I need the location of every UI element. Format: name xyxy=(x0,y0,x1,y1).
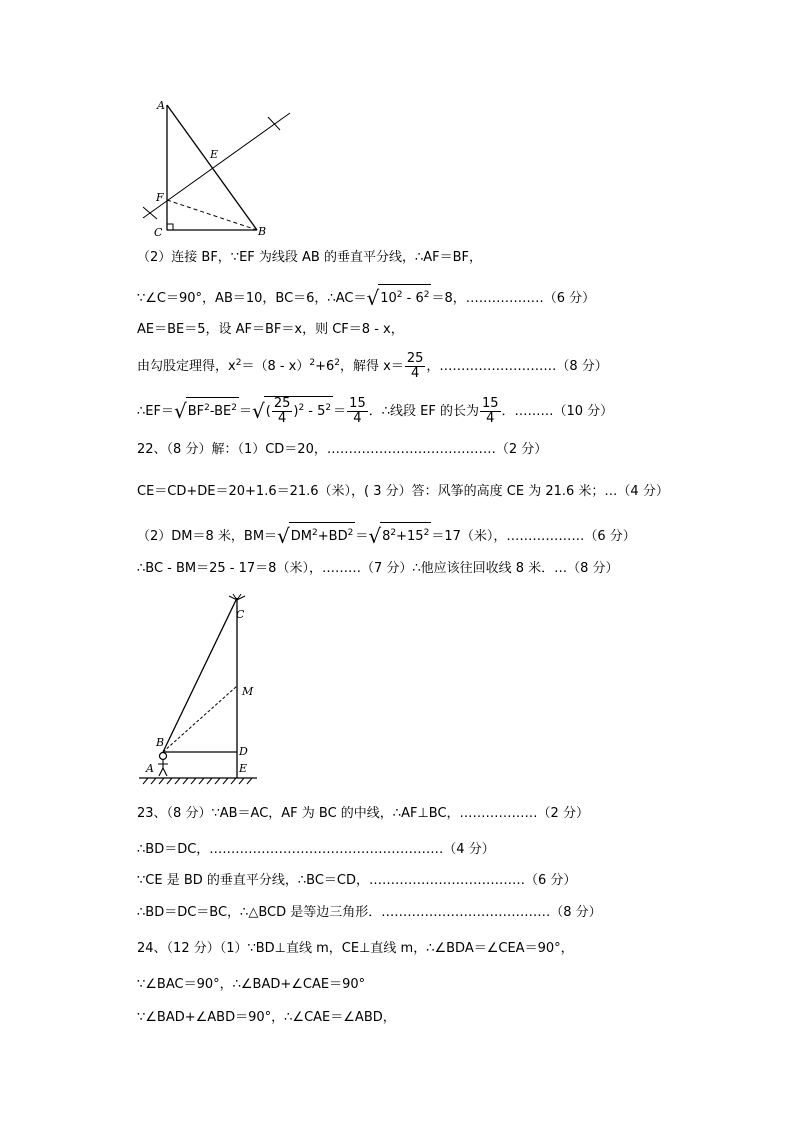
label-a: A xyxy=(157,99,165,112)
num-10: 10 xyxy=(380,291,397,306)
num-15: 15 xyxy=(407,529,424,544)
label-e: E xyxy=(239,762,248,775)
frac-num: 15 xyxy=(349,396,366,411)
label-d: D xyxy=(239,745,248,758)
exp: 2 xyxy=(298,403,305,413)
frac-den: 4 xyxy=(277,411,287,426)
exp: 2 xyxy=(309,358,316,368)
exp: 2 xyxy=(231,403,237,413)
label-b: B xyxy=(258,225,267,238)
q23-line-4: ∴BD＝DC＝BC，∴△BCD 是等边三角形．…………………………………（8 分） xyxy=(137,905,602,920)
q22-line-4: ∴BC - BM＝25 - 17＝8（米），………（7 分）∴他应该往回收线 8 米．…（8 分） xyxy=(137,561,619,576)
frac-den: 4 xyxy=(353,411,362,426)
sqrt-symbol: √ xyxy=(251,399,265,423)
frac-den: 4 xyxy=(486,411,495,426)
fraction-15-4 xyxy=(347,397,368,426)
sqrt-body: $DM^2+BD^2$ xyxy=(289,522,356,547)
q21-line-1: （2）连接 BF，∵EF 为线段 AB 的垂直平分线，∴AF＝BF， xyxy=(137,250,483,265)
exp: 2 xyxy=(325,403,332,413)
label-b: B xyxy=(156,736,165,749)
q21-line-3: AE＝BE＝5，设 AF＝BF＝x，则 CF＝8 - x， xyxy=(137,322,404,337)
q22-line-1: 22、（8 分）解：（1）CD＝20，…………………………………（2 分） xyxy=(137,442,548,457)
frac-num: 15 xyxy=(481,396,499,411)
label-e: E xyxy=(210,148,219,161)
exp: 2 xyxy=(423,290,430,300)
term-bd: BD xyxy=(328,529,348,544)
q21-l5-b: ．∴线段 EF 的长为 xyxy=(368,404,479,419)
sqrt-body: $BF^2-BE^2$ xyxy=(186,397,239,422)
q21-l4-b: ＝（8 - x） xyxy=(241,359,310,374)
q21-l2-text-a: ∵∠C＝90°，AB＝10，BC＝6，∴AC＝ xyxy=(137,291,367,306)
label-f: F xyxy=(156,191,164,204)
exp: 2 xyxy=(423,528,430,538)
exp: 2 xyxy=(390,528,397,538)
q24-line-2: ∵∠BAC＝90°，∴∠BAD+∠CAE＝90° xyxy=(137,977,366,992)
q24-line-1: 24、（12 分）（1）∵BD⊥直线 m，CE⊥直线 m，∴∠BDA＝∠CEA＝90°， xyxy=(137,941,574,956)
term-be: BE xyxy=(214,404,232,419)
fraction-15-4 xyxy=(480,397,501,426)
sqrt-symbol: √ xyxy=(173,399,187,423)
exp: 2 xyxy=(235,358,242,368)
figure-triangle-abc xyxy=(135,95,295,240)
q23-line-2: ∴BD＝DC，………………………………………………（4 分） xyxy=(137,842,495,857)
sqrt-body: ( $\frac{25}{4}$ )$^2 - 5^2$ xyxy=(265,396,332,426)
q21-l4-a: 由勾股定理得，x xyxy=(137,359,236,374)
q22-l3-b: ＝17（米），………………（6 分） xyxy=(431,529,636,544)
q23-line-3: ∵CE 是 BD 的垂直平分线，∴BC＝CD，………………………………（6 分） xyxy=(137,873,577,888)
frac-num: 25 xyxy=(273,396,291,411)
label-c: C xyxy=(154,226,163,239)
q22-line-2: CE＝CD+DE＝20+1.6＝21.6（米），( 3 分）答：风筝的高度 CE 为 21.6 米；…（4 分） xyxy=(137,484,669,499)
q21-l4-d: ，解得 x＝ xyxy=(340,359,404,374)
num-8: 8 xyxy=(382,529,391,544)
fraction-25-4 xyxy=(405,352,426,381)
q21-l5-c: ．………（10 分） xyxy=(501,404,614,419)
label-m: M xyxy=(242,685,254,698)
q22-line-3: （2）DM＝8 米，$BM=√DM^2+BD^2 =√8^2+15^2 =17$（米），………………（6 分） xyxy=(137,524,636,548)
sqrt-symbol: √ xyxy=(277,524,290,548)
q24-line-3: ∵∠BAD+∠ABD＝90°，∴∠CAE＝∠ABD， xyxy=(137,1010,396,1025)
q21-line-5: $\therefore EF=√BF^2-BE^2$ ＝√( $\frac{25}{4}$ )$^2 - 5^2$ ＝ $\frac{15}{4}$ ．∴线段 EF 的长为 $\frac{15}{4}$ ．………（10 分） xyxy=(137,396,614,426)
q21-l2-text-b: ＝8，………………（6 分） xyxy=(431,291,596,306)
exp: 2 xyxy=(204,403,210,413)
label-c: C xyxy=(236,608,245,621)
q22-l3-a: （2）DM＝8 米，BM＝ xyxy=(137,529,278,544)
q21-l4-e: ，………………………（8 分） xyxy=(426,359,608,374)
q21-l4-c: +6 xyxy=(315,359,335,374)
figure-kite xyxy=(135,590,275,785)
num-6: 6 xyxy=(415,291,424,306)
exp: 2 xyxy=(347,528,354,538)
frac-den: 4 xyxy=(410,366,420,381)
q21-line-4 xyxy=(137,352,608,381)
frac-num: 25 xyxy=(406,351,424,366)
exp: 2 xyxy=(396,290,403,300)
sqrt-symbol: √ xyxy=(366,286,380,310)
fraction xyxy=(272,397,293,426)
sqrt-body: $10^2 - 6^2$ xyxy=(378,284,431,309)
q23-line-1: 23、（8 分）∵AB＝AC，AF 为 BC 的中线，∴AF⊥BC，………………（2 分） xyxy=(137,806,589,821)
term-bf: BF xyxy=(187,404,205,419)
exp: 2 xyxy=(312,528,318,538)
sqrt-symbol: √ xyxy=(368,524,382,548)
num-5: 5 xyxy=(317,404,326,419)
q21-l5-a: ∴EF＝ xyxy=(137,404,174,419)
sqrt-body: $8^2+15^2$ xyxy=(380,522,431,547)
label-a: A xyxy=(146,762,154,775)
term-dm: DM xyxy=(290,529,313,544)
q21-line-2 xyxy=(137,284,595,309)
exp: 2 xyxy=(334,358,340,368)
